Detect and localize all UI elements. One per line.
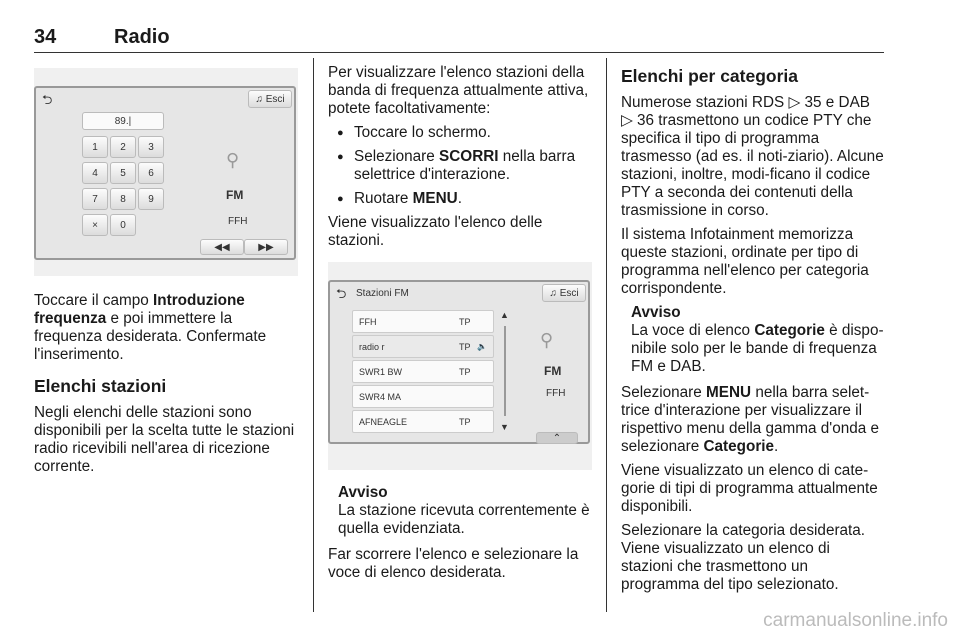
station-list-row xyxy=(352,410,494,433)
list-item: ● Selezionare SCORRI nella barra selettrice d'interazione. xyxy=(328,148,592,184)
keypad-key: 7 xyxy=(82,188,108,210)
scroll-down-icon: ▼ xyxy=(500,422,509,432)
exit-button: ♫ Esci xyxy=(248,90,292,108)
list-item: ● Toccare lo schermo. xyxy=(328,124,592,142)
radio-tower-icon: ⚲ xyxy=(540,330,554,350)
station-list-row xyxy=(352,385,494,408)
frequency-input-field: 89. | xyxy=(82,112,164,130)
keypad-key: 3 xyxy=(138,136,164,158)
keypad-key: 2 xyxy=(110,136,136,158)
keypad-key: × xyxy=(82,214,108,236)
back-arrow-icon: ⮌ xyxy=(336,286,347,301)
station-lists-paragraph: Negli elenchi delle stazioni sono disponibili per la scelta tutte le stazioni radio ricevibili nell'area di ricezione corrente. xyxy=(34,404,295,475)
display-frame xyxy=(34,86,296,260)
tp-flag: TP xyxy=(459,316,471,327)
note-box xyxy=(328,484,592,538)
exit-button: ♫ Esci xyxy=(542,284,586,302)
band-label: FM xyxy=(544,364,562,378)
keypad-key: 6 xyxy=(138,162,164,184)
note-title: Avviso xyxy=(631,304,681,321)
band-label: FM xyxy=(226,188,244,202)
note-box xyxy=(621,304,885,376)
display-frame xyxy=(328,280,590,444)
header-rule xyxy=(34,52,884,53)
right-column xyxy=(621,66,885,600)
middle-column xyxy=(328,64,592,256)
radio-tower-icon: ⚲ xyxy=(226,150,240,170)
screen-title: Stazioni FM xyxy=(356,288,409,299)
station-name: SWR1 BW xyxy=(359,366,403,377)
keypad-key: 0 xyxy=(110,214,136,236)
note-title: Avviso xyxy=(338,484,388,501)
chapter-title: Radio xyxy=(114,26,170,48)
categories-shown-paragraph: Viene visualizzato un elenco di cate-gorie di tipi di programma attualmente disponibili. xyxy=(621,462,878,515)
station-list-row xyxy=(352,335,494,358)
column-divider-2 xyxy=(606,58,607,612)
seek-forward-icon: ▶▶ xyxy=(244,239,288,255)
page-ref-icon: ▷ xyxy=(788,94,801,111)
keypad-key: 8 xyxy=(110,188,136,210)
station-list-screenshot xyxy=(328,262,592,470)
scrollbar xyxy=(504,326,506,416)
scroll-up-icon: ▲ xyxy=(500,310,509,320)
keypad-key: 1 xyxy=(82,136,108,158)
options-list xyxy=(328,124,592,208)
category-lists-heading: Elenchi per categoria xyxy=(621,66,799,86)
back-arrow-icon: ⮌ xyxy=(42,92,53,107)
watermark: carmanualsonline.info xyxy=(763,610,948,631)
station-label: FFH xyxy=(546,388,566,399)
tp-flag: TP xyxy=(459,366,471,377)
intro-paragraph: Toccare il campo Introduzione frequenza e poi immettere la frequenza desiderata. Confermate l'inserimento. xyxy=(34,292,267,363)
list-intro-paragraph: Per visualizzare l'elenco stazioni della banda di frequenza attualmente attiva, potete facoltativamente: xyxy=(328,64,589,117)
station-name: FFH xyxy=(359,316,377,327)
seek-back-icon: ◀◀ xyxy=(200,239,244,255)
pty-paragraph: Numerose stazioni RDS ▷ 35 e DAB ▷ 36 trasmettono un codice PTY che specifica il tipo di programma trasmesso (ad es. il noti-ziario). Alcune stazioni, inoltre, modi-ficano il codice PTY a seconda dei contenuti della trasmissione in corso. xyxy=(621,94,884,219)
select-category-paragraph: Selezionare la categoria desiderata. Viene visualizzato un elenco di stazioni che trasmettono un programma del tipo selezionato. xyxy=(621,522,866,593)
left-column xyxy=(34,292,298,482)
station-list-row xyxy=(352,360,494,383)
station-name: AFNEAGLE xyxy=(359,416,408,427)
keypad-key: 4 xyxy=(82,162,108,184)
station-name: SWR4 MA xyxy=(359,391,402,402)
middle-column-lower xyxy=(328,484,592,588)
list-shown-paragraph: Viene visualizzato l'elenco delle stazioni. xyxy=(328,214,543,249)
page-number: 34 xyxy=(34,26,57,48)
page-header xyxy=(34,26,170,49)
station-lists-heading: Elenchi stazioni xyxy=(34,376,167,396)
station-list-row xyxy=(352,310,494,333)
note-text: La voce di elenco Categorie è dispo-nibile solo per le bande di frequenza FM e DAB. xyxy=(631,322,884,375)
speaker-icon: 🔈 xyxy=(477,342,487,351)
collapse-button: ⌃ xyxy=(536,432,578,444)
station-name: radio r xyxy=(359,341,385,352)
tp-flag: TP xyxy=(459,341,471,352)
note-text: La stazione ricevuta correntemente è quella evidenziata. xyxy=(338,502,590,537)
page-ref-icon: ▷ xyxy=(621,112,633,129)
scroll-paragraph: Far scorrere l'elenco e selezionare la voce di elenco desiderata. xyxy=(328,546,579,581)
frequency-entry-screenshot xyxy=(34,68,298,276)
keypad-key: 9 xyxy=(138,188,164,210)
menu-paragraph: Selezionare MENU nella barra selet-trice d'interazione per visualizzare il rispettivo menu della gamma d'onda e selezionare Categorie. xyxy=(621,384,880,455)
tp-flag: TP xyxy=(459,416,471,427)
list-item: ● Ruotare MENU. xyxy=(328,190,592,208)
keypad-key: 5 xyxy=(110,162,136,184)
column-divider-1 xyxy=(313,58,314,612)
station-label: FFH xyxy=(228,216,248,227)
memory-paragraph: Il sistema Infotainment memorizza queste stazioni, ordinate per tipo di programma nell'elenco per categoria corrispondente. xyxy=(621,226,869,297)
